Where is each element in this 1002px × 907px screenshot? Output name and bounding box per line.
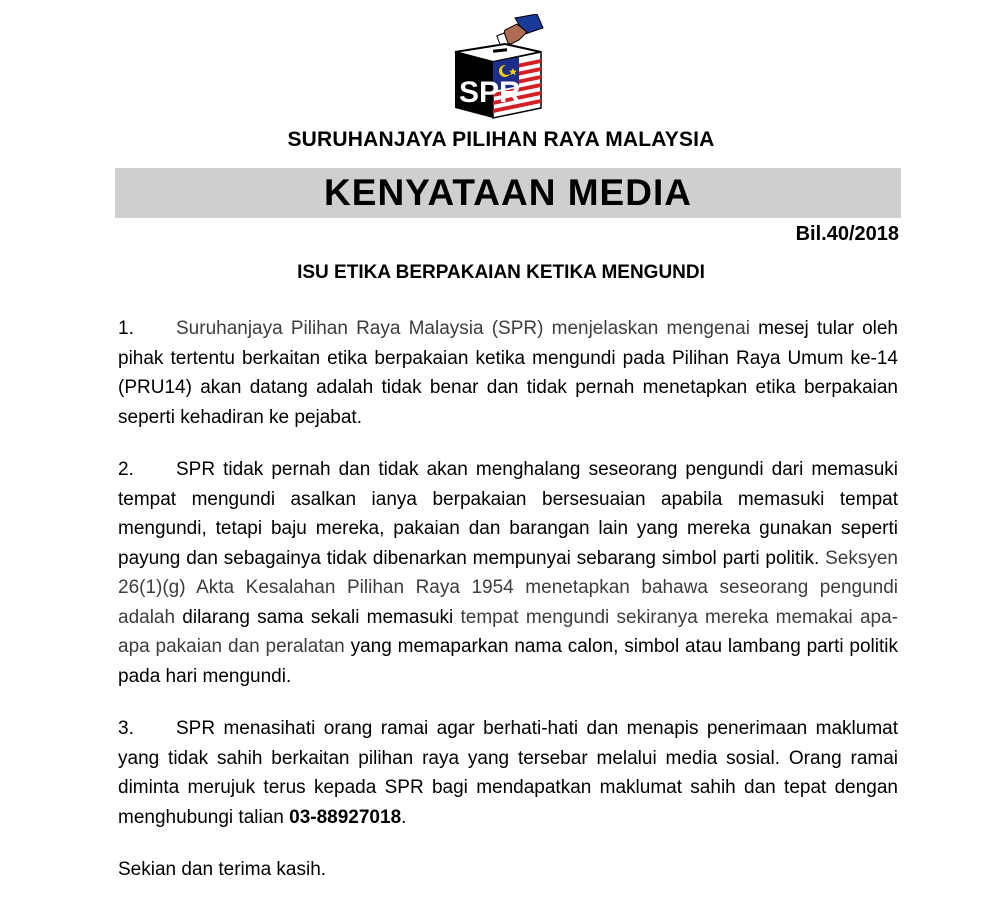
- paragraph-text: yang memaparkan nama calon, simbol atau lambang parti politik pada hari mengundi.: [118, 636, 898, 687]
- ballot-box-icon: [445, 14, 549, 120]
- paragraph-3: [118, 714, 898, 832]
- paragraph-text: mesej tular oleh pihak tertentu berkaitan etika berpakaian ketika mengundi pada Pilihan Raya Umum ke-14 (PRU14) akan datang adalah tidak benar dan tidak pernah menetapkan etika berpakaian seperti kehadiran ke pejabat.: [118, 318, 898, 428]
- document-type-title: KENYATAAN MEDIA: [324, 172, 692, 213]
- paragraph-text: SPR menasihati orang ramai agar berhati-hati dan menapis penerimaan maklumat yang tidak sahih berkaitan pilihan raya yang tersebar melalui media sosial. Orang ramai diminta merujuk terus kepada SPR bagi mendapatkan maklumat sahih dan tepat dengan menghubungi talian: [118, 718, 898, 828]
- closing-line: Sekian dan terima kasih.: [118, 859, 327, 880]
- paragraph-1: [118, 314, 898, 432]
- subject-heading: ISU ETIKA BERPAKAIAN KETIKA MENGUNDI: [297, 262, 705, 283]
- paragraph-2: [118, 455, 898, 691]
- paragraph-text: .: [401, 806, 407, 828]
- paragraph-text: Suruhanjaya Pilihan Raya Malaysia (SPR) menjelaskan mengenai: [176, 318, 750, 339]
- reference-number: Bil.40/2018: [795, 223, 899, 245]
- phone-number: 03-88927018: [289, 806, 402, 828]
- statement-body: [118, 314, 898, 885]
- paragraph-text: dilarang sama sekali memasuki: [175, 606, 454, 628]
- paragraph-text: tempat mengundi sekiranya mereka memakai apa-apa pakaian dan peralatan: [118, 606, 898, 657]
- paragraph-number: 1.: [118, 318, 134, 339]
- title-banner: [115, 168, 901, 218]
- paragraph-number: 3.: [118, 718, 134, 739]
- logo-text: SPR: [459, 76, 521, 109]
- paragraph-text: SPR tidak pernah dan tidak akan menghalang seseorang pengundi dari memasuki tempat mengundi asalkan ianya berpakaian bersesuaian apabila memasuki tempat mengundi, tetapi baju mereka, pakaian dan barangan lain yang mereka gunakan seperti payung dan sebagainya tidak dibenarkan mempunyai sebarang simbol parti politik.: [118, 459, 898, 569]
- spr-logo: [445, 14, 549, 120]
- organization-name: SURUHANJAYA PILIHAN RAYA MALAYSIA: [287, 128, 715, 151]
- paragraph-text: Seksyen 26(1)(g) Akta Kesalahan Pilihan Raya 1954 menetapkan bahawa seseorang pengundi adalah: [118, 547, 898, 628]
- paragraph-number: 2.: [118, 459, 134, 480]
